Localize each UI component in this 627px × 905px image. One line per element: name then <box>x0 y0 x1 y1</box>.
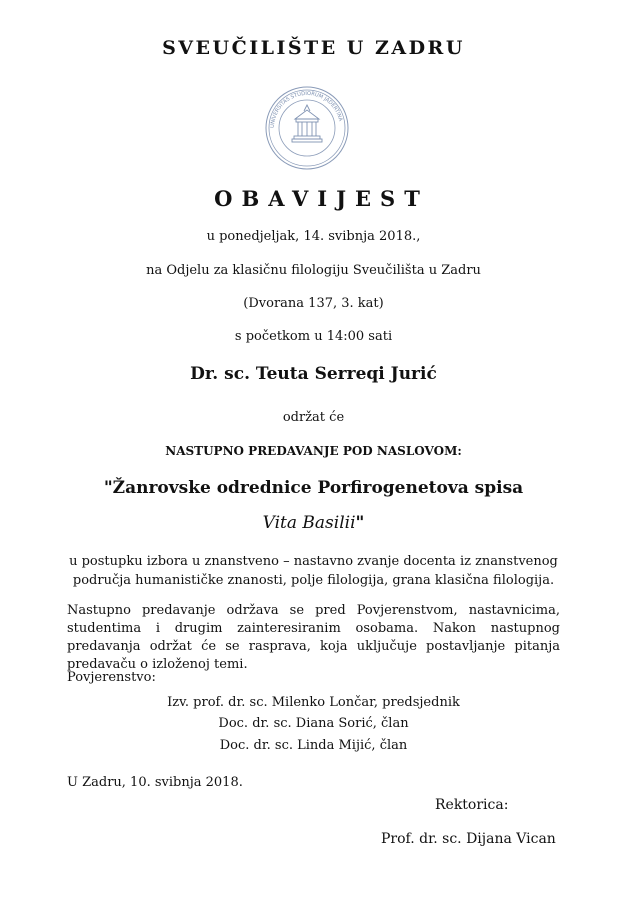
time-line: s početkom u 14:00 sati <box>234 329 393 344</box>
procedure-text <box>40 552 587 590</box>
procedure-line1: u postupku izbora u znanstveno – nastavno zvanje docenta iz znanstvenog <box>69 554 558 569</box>
lecture-title-italic: Vita Basilii <box>262 513 356 533</box>
place-date: U Zadru, 10. svibnja 2018. <box>67 775 243 790</box>
committee-label: Povjerenstvo: <box>67 670 156 685</box>
seal-text: UNIVERSITAS STUDIORUM JADERTINA <box>269 90 344 129</box>
notice-title: OBAVIJEST <box>214 186 429 211</box>
university-name: SVEUČILIŠTE U ZADRU <box>162 37 465 59</box>
info-paragraph: Nastupno predavanje održava se pred Povjerenstvom, nastavnicima, studentima i drugim zainteresiranim osobama. Nakon nastupnog predavanja održat će se rasprava, koja uključuje postavljanje pitanja predavaču o izloženoj temi. <box>67 603 560 672</box>
rector-name: Prof. dr. sc. Dijana Vican <box>381 831 556 847</box>
committee-member: Doc. dr. sc. Diana Sorić, član <box>218 716 409 731</box>
will-hold-text: održat će <box>282 410 345 425</box>
lecture-title-end: " <box>355 513 365 533</box>
date-line: u ponedjeljak, 14. svibnja 2018., <box>206 229 421 244</box>
university-seal <box>265 86 349 170</box>
speaker-name: Dr. sc. Teuta Serreqi Jurić <box>190 364 437 384</box>
place-line: na Odjelu za klasičnu filologiju Sveučilišta u Zadru <box>146 263 481 278</box>
committee-member: Doc. dr. sc. Linda Mijić, član <box>219 738 408 753</box>
lecture-title-line2 <box>0 513 627 533</box>
procedure-line2: područja humanističke znanosti, polje filologija, grana klasična filologija. <box>72 573 555 588</box>
room-line: (Dvorana 137, 3. kat) <box>243 296 384 311</box>
rector-label: Rektorica: <box>435 797 509 813</box>
lecture-title-line1: "Žanrovske odrednice Porfirogenetova spisa <box>103 478 524 498</box>
committee-member: Izv. prof. dr. sc. Milenko Lončar, predsjednik <box>167 695 460 710</box>
lecture-heading: NASTUPNO PREDAVANJE POD NASLOVOM: <box>165 444 462 458</box>
